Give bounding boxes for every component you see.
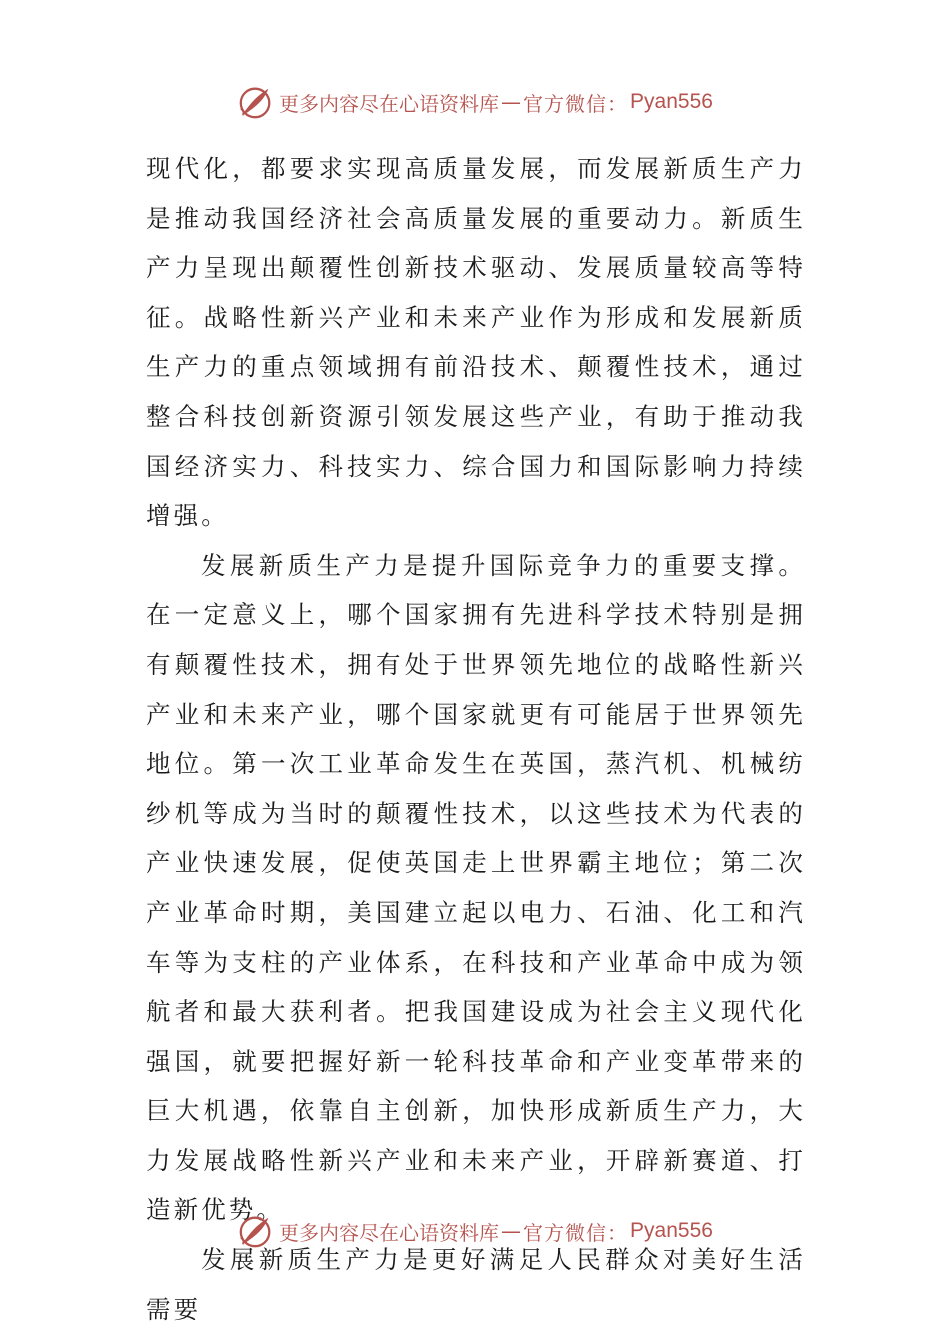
header-banner [0, 82, 950, 122]
wechat-id: Pyan556 [630, 90, 713, 113]
quill-pen-logo-icon [237, 83, 275, 121]
footer-banner [0, 1211, 950, 1251]
wechat-id: Pyan556 [630, 1219, 713, 1242]
paragraph-2: 发展新质生产力是提升国际竞争力的重要支撑。在一定意义上，哪个国家拥有先进科学技术特别是拥有颠覆性技术，拥有处于世界领先地位的战略性新兴产业和未来产业，哪个国家就更有可能居于世界领先地位。第一次工业革命发生在英国，蒸汽机、机械纺纱机等成为当时的颠覆性技术，以这些技术为代表的产业快速发展，促使英国走上世界霸主地位；第二次产业革命时期，美国建立起以电力、石油、化工和汽车等为支柱的产业体系，在科技和产业革命中成为领航者和最大获利者。把我国建设成为社会主义现代化强国，就要把握好新一轮科技革命和产业变革带来的巨大机遇，依靠自主创新，加快形成新质生产力，大力发展战略性新兴产业和未来产业，开辟新赛道、打造新优势。 [146, 550, 806, 1225]
banner-separator: — [501, 90, 522, 114]
quill-pen-logo-icon [237, 1212, 275, 1250]
banner-separator: — [501, 1219, 522, 1243]
paragraph-1: 现代化，都要求实现高质量发展，而发展新质生产力是推动我国经济社会高质量发展的重要动力。新质生产力呈现出颠覆性创新技术驱动、发展质量较高等特征。战略性新兴产业和未来产业作为形成和发展新质生产力的重点领域拥有前沿技术、颠覆性技术，通过整合科技创新资源引领发展这些产业，有助于推动我国经济实力、科技实力、综合国力和国际影响力持续增强。 [146, 154, 806, 531]
banner-text: 更多内容尽在心语资料库 [279, 91, 500, 116]
document-body [146, 144, 806, 1334]
paragraph-3: 发展新质生产力是更好满足人民群众对美好生活需要 [146, 1245, 806, 1324]
banner-text: 更多内容尽在心语资料库 [279, 1220, 500, 1245]
wechat-label: 官方微信： [523, 91, 629, 116]
wechat-label: 官方微信： [523, 1220, 629, 1245]
